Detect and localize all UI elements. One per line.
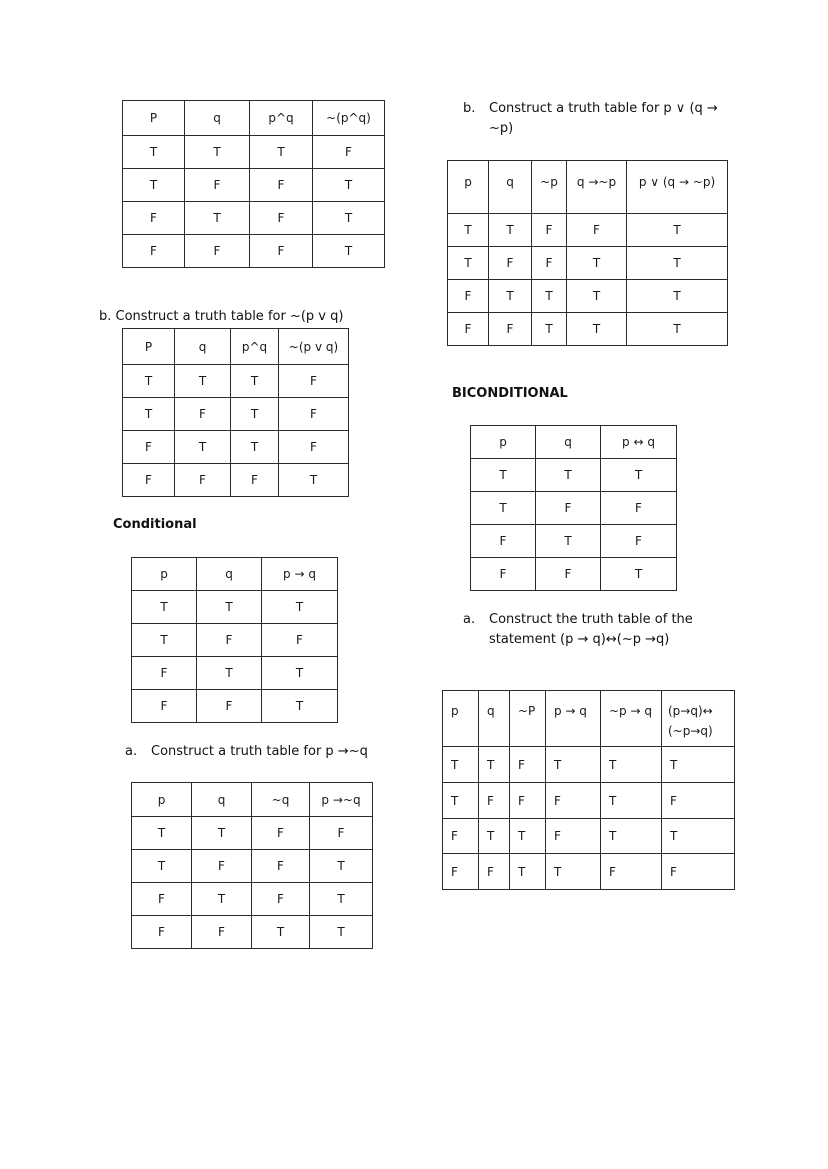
cell: F xyxy=(250,169,313,202)
table-row xyxy=(471,558,677,591)
truth-table-not-p-and-q xyxy=(122,100,385,268)
header-cell: q xyxy=(175,329,231,365)
cell: F xyxy=(123,235,185,268)
cell: F xyxy=(536,492,601,525)
cell: T xyxy=(279,464,349,497)
table-row xyxy=(123,136,385,169)
cell: F xyxy=(132,883,192,916)
header-cell: p xyxy=(471,426,536,459)
cell: F xyxy=(443,819,479,854)
cell: F xyxy=(546,819,601,854)
cell: T xyxy=(536,525,601,558)
cell: T xyxy=(510,854,546,890)
cell: F xyxy=(197,690,262,723)
header-cell: q xyxy=(185,101,250,136)
header-cell: p xyxy=(448,161,489,214)
cell: T xyxy=(185,136,250,169)
cell: F xyxy=(132,657,197,690)
header-cell: p →~q xyxy=(310,783,373,817)
cell: T xyxy=(627,247,728,280)
cell: T xyxy=(601,558,677,591)
table-row xyxy=(123,464,349,497)
cell: F xyxy=(567,214,627,247)
cell: F xyxy=(252,883,310,916)
table-row xyxy=(448,280,728,313)
cell: F xyxy=(448,313,489,346)
table-row xyxy=(132,850,373,883)
table-row xyxy=(448,214,728,247)
header-cell: p → q xyxy=(262,558,338,591)
cell: T xyxy=(192,883,252,916)
cell: F xyxy=(185,169,250,202)
header-cell: q xyxy=(197,558,262,591)
cell: T xyxy=(627,214,728,247)
cell: T xyxy=(123,136,185,169)
table-row xyxy=(132,916,373,949)
question-p-or-q-implies-not-p xyxy=(463,99,743,139)
table-row xyxy=(443,747,735,783)
cell: F xyxy=(489,313,532,346)
cell: F xyxy=(132,690,197,723)
cell: T xyxy=(448,214,489,247)
cell: F xyxy=(536,558,601,591)
table-row xyxy=(443,783,735,819)
header-cell: q xyxy=(479,691,510,747)
cell: T xyxy=(231,365,279,398)
cell: T xyxy=(192,817,252,850)
header-cell: p^q xyxy=(231,329,279,365)
cell: T xyxy=(250,136,313,169)
table-row xyxy=(123,169,385,202)
question-marker: b. xyxy=(463,101,476,116)
header-cell: ~(p^q) xyxy=(313,101,385,136)
header-cell: ~(p v q) xyxy=(279,329,349,365)
header-cell: p → q xyxy=(546,691,601,747)
header-cell: q →~p xyxy=(567,161,627,214)
cell: T xyxy=(132,817,192,850)
cell: F xyxy=(532,214,567,247)
cell: T xyxy=(627,313,728,346)
cell: F xyxy=(662,783,735,819)
cell: T xyxy=(313,202,385,235)
table-row xyxy=(448,247,728,280)
cell: F xyxy=(448,280,489,313)
cell: T xyxy=(479,819,510,854)
cell: F xyxy=(471,558,536,591)
cell: F xyxy=(546,783,601,819)
cell: T xyxy=(175,365,231,398)
table-row xyxy=(448,313,728,346)
cell: F xyxy=(250,202,313,235)
cell: F xyxy=(175,464,231,497)
table-row xyxy=(471,525,677,558)
cell: T xyxy=(601,819,662,854)
truth-table-p-implies-not-q xyxy=(131,782,373,949)
header-cell: p xyxy=(132,783,192,817)
header-line1: (p→q)↔ xyxy=(668,704,713,718)
cell: T xyxy=(471,492,536,525)
question-marker: b. xyxy=(99,309,112,324)
table-row xyxy=(123,431,349,464)
table-row xyxy=(132,690,338,723)
cell: T xyxy=(448,247,489,280)
cell: T xyxy=(546,854,601,890)
table-row xyxy=(123,235,385,268)
section-heading-conditional: Conditional xyxy=(113,517,197,532)
cell: F xyxy=(279,431,349,464)
cell: T xyxy=(532,280,567,313)
question-text-line1: Construct a truth table for p ∨ (q → xyxy=(489,101,718,116)
cell: F xyxy=(310,817,373,850)
cell: T xyxy=(123,169,185,202)
truth-table-conditional xyxy=(131,557,338,723)
cell: F xyxy=(132,916,192,949)
cell: T xyxy=(185,202,250,235)
cell: F xyxy=(510,747,546,783)
cell: T xyxy=(313,169,385,202)
table-row xyxy=(132,817,373,850)
header-cell: p xyxy=(132,558,197,591)
cell: F xyxy=(185,235,250,268)
truth-table-biconditional-statement xyxy=(442,690,735,890)
cell: T xyxy=(567,247,627,280)
cell: T xyxy=(262,591,338,624)
cell: T xyxy=(536,459,601,492)
cell: F xyxy=(279,398,349,431)
cell: F xyxy=(479,854,510,890)
cell: F xyxy=(123,202,185,235)
question-p-implies-not-q xyxy=(125,742,368,762)
header-cell: p ↔ q xyxy=(601,426,677,459)
cell: T xyxy=(601,459,677,492)
header-cell: q xyxy=(489,161,532,214)
cell: T xyxy=(123,365,175,398)
cell: T xyxy=(132,850,192,883)
header-cell: p^q xyxy=(250,101,313,136)
cell: T xyxy=(231,431,279,464)
header-cell xyxy=(662,691,735,747)
cell: F xyxy=(662,854,735,890)
cell: T xyxy=(489,214,532,247)
table-row xyxy=(123,398,349,431)
header-cell: q xyxy=(536,426,601,459)
cell: T xyxy=(132,591,197,624)
cell: F xyxy=(313,136,385,169)
cell: F xyxy=(175,398,231,431)
cell: F xyxy=(479,783,510,819)
cell: F xyxy=(510,783,546,819)
header-cell: p xyxy=(443,691,479,747)
cell: T xyxy=(310,883,373,916)
section-heading-biconditional: BICONDITIONAL xyxy=(452,386,568,401)
table-row xyxy=(471,492,677,525)
cell: T xyxy=(662,747,735,783)
header-line2: (~p→q) xyxy=(668,724,713,738)
table-row xyxy=(123,365,349,398)
truth-table-biconditional xyxy=(470,425,677,591)
header-cell: ~P xyxy=(510,691,546,747)
cell: F xyxy=(471,525,536,558)
cell: T xyxy=(443,783,479,819)
question-not-p-or-q xyxy=(99,307,343,327)
cell: T xyxy=(262,690,338,723)
cell: F xyxy=(262,624,338,657)
cell: F xyxy=(279,365,349,398)
header-cell: ~q xyxy=(252,783,310,817)
cell: T xyxy=(471,459,536,492)
cell: T xyxy=(510,819,546,854)
question-text: Construct a truth table for p →~q xyxy=(151,744,368,759)
cell: T xyxy=(262,657,338,690)
cell: F xyxy=(123,431,175,464)
cell: T xyxy=(546,747,601,783)
cell: T xyxy=(567,280,627,313)
cell: F xyxy=(192,850,252,883)
cell: T xyxy=(489,280,532,313)
table-row xyxy=(471,459,677,492)
cell: T xyxy=(310,916,373,949)
cell: T xyxy=(532,313,567,346)
cell: T xyxy=(132,624,197,657)
cell: F xyxy=(601,525,677,558)
cell: T xyxy=(627,280,728,313)
header-cell: P xyxy=(123,101,185,136)
question-text-line2: ~p) xyxy=(489,121,514,136)
table-row xyxy=(132,883,373,916)
header-cell: P xyxy=(123,329,175,365)
cell: F xyxy=(443,854,479,890)
table-row xyxy=(132,624,338,657)
cell: T xyxy=(479,747,510,783)
cell: F xyxy=(192,916,252,949)
cell: T xyxy=(601,747,662,783)
cell: F xyxy=(252,817,310,850)
truth-table-p-or-q-implies-not-p xyxy=(447,160,728,346)
cell: T xyxy=(252,916,310,949)
cell: T xyxy=(175,431,231,464)
cell: F xyxy=(601,854,662,890)
cell: T xyxy=(443,747,479,783)
header-cell: ~p xyxy=(532,161,567,214)
truth-table-not-p-or-q xyxy=(122,328,349,497)
cell: F xyxy=(231,464,279,497)
cell: F xyxy=(197,624,262,657)
question-marker: a. xyxy=(463,612,476,627)
table-row xyxy=(132,591,338,624)
question-biconditional-statement xyxy=(463,610,743,650)
cell: T xyxy=(123,398,175,431)
header-cell: p ∨ (q → ~p) xyxy=(627,161,728,214)
question-text-line1: Construct the truth table of the xyxy=(489,612,693,627)
cell: T xyxy=(231,398,279,431)
table-row xyxy=(123,202,385,235)
cell: F xyxy=(489,247,532,280)
cell: T xyxy=(662,819,735,854)
cell: F xyxy=(601,492,677,525)
cell: T xyxy=(310,850,373,883)
cell: T xyxy=(601,783,662,819)
header-cell: ~p → q xyxy=(601,691,662,747)
cell: T xyxy=(567,313,627,346)
cell: F xyxy=(123,464,175,497)
question-text-line2: statement (p → q)↔(~p →q) xyxy=(489,632,670,647)
table-row xyxy=(132,657,338,690)
cell: T xyxy=(197,657,262,690)
cell: F xyxy=(532,247,567,280)
header-cell: q xyxy=(192,783,252,817)
question-text: Construct a truth table for ~(p v q) xyxy=(115,309,344,324)
cell: T xyxy=(197,591,262,624)
table-row xyxy=(443,854,735,890)
cell: T xyxy=(313,235,385,268)
cell: F xyxy=(250,235,313,268)
question-marker: a. xyxy=(125,744,138,759)
table-row xyxy=(443,819,735,854)
cell: F xyxy=(252,850,310,883)
